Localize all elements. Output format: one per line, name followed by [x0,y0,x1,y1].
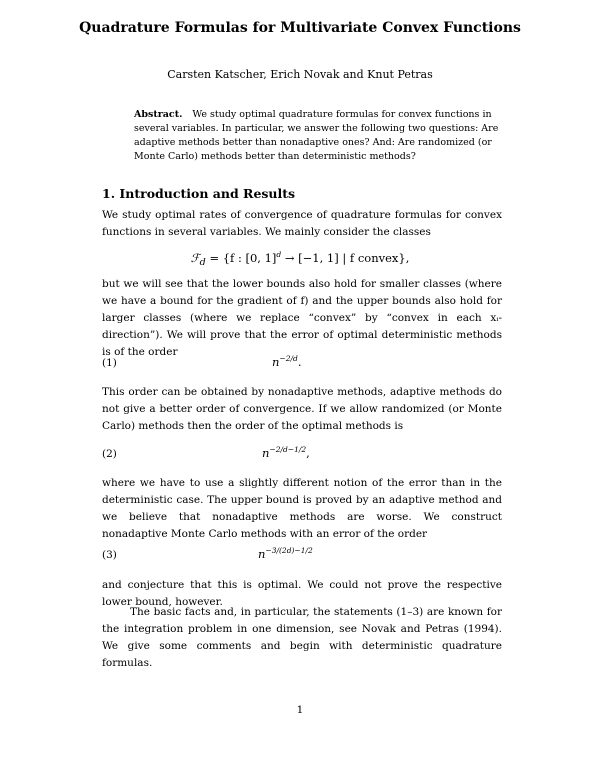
equation-2-base: n [262,445,270,460]
equation-1-tail: . [297,354,302,369]
paragraph-basic-facts: The basic facts and, in particular, the statements (1–3) are known for the integration problem in one dimension, see Novak and Petras (1994). We give some comments and begin with deterministic quadrature formulas. [102,606,502,669]
paragraph-conjecture: and conjecture that this is optimal. We could not prove the respective lower bound, however. [102,579,502,608]
formula-class-symbol: ℱ [190,250,200,265]
equation-1-number: (1) [102,357,117,369]
section-heading: 1. Introduction and Results [102,186,296,201]
equation-2-number: (2) [102,448,117,460]
formula-class-superscript: d [276,250,282,259]
paragraph-intro: We study optimal rates of convergence of quadrature formulas for convex functions in several variables. We mainly consider the classes [102,209,502,238]
equation-1-base: n [272,354,280,369]
page-number: 1 [296,704,304,716]
equation-2 [262,445,310,460]
abstract-label: Abstract. [134,109,183,120]
equation-3-number: (3) [102,549,117,561]
equation-3-base: n [258,546,266,561]
formula-class-subscript: d [199,257,206,269]
equation-2-exponent: −2/d−1/2 [269,445,307,454]
equation-1-exponent: −2/d [279,354,298,363]
formula-class-rhs-b: → [−1, 1] | f convex}, [281,250,410,265]
paper-title: Quadrature Formulas for Multivariate Convex Functions [79,20,521,36]
authors: Carsten Katscher, Erich Novak and Knut Petras [167,68,433,81]
abstract-text: We study optimal quadrature formulas for convex functions in several variables. In particular, we answer the following two questions: Are adaptive methods better than nonadaptive ones? And: Are randomized (or Monte Carlo) methods better than deterministic methods? [134,109,499,162]
abstract [134,108,508,164]
paragraph-randomized: This order can be obtained by nonadaptive methods, adaptive methods do not give a better order of convergence. If we allow randomized (or Monte Carlo) methods then the order of the optimal methods is [102,386,502,432]
equation-3-exponent: −3/(2d)−1/2 [265,546,313,555]
equation-1 [272,354,301,369]
equation-3 [258,546,313,561]
paragraph-error-notion: where we have to use a slightly different notion of the error than in the deterministic case. The upper bound is proved by an adaptive method and we believe that nonadaptive methods are worse. We construct nonadaptive Monte Carlo methods with an error of the order [102,477,502,540]
formula-class-rhs-a: = {f : [0, 1] [205,250,277,265]
equation-2-tail: , [306,445,310,460]
paragraph-bounds: but we will see that the lower bounds also hold for smaller classes (where we have a bound for the gradient of f) and the upper bounds also hold for larger classes (where we replace “convex” by “convex in each xᵢ-direction”). We will prove that the error of optimal deterministic methods is of the order [102,278,502,358]
formula-class-definition [0,250,600,268]
